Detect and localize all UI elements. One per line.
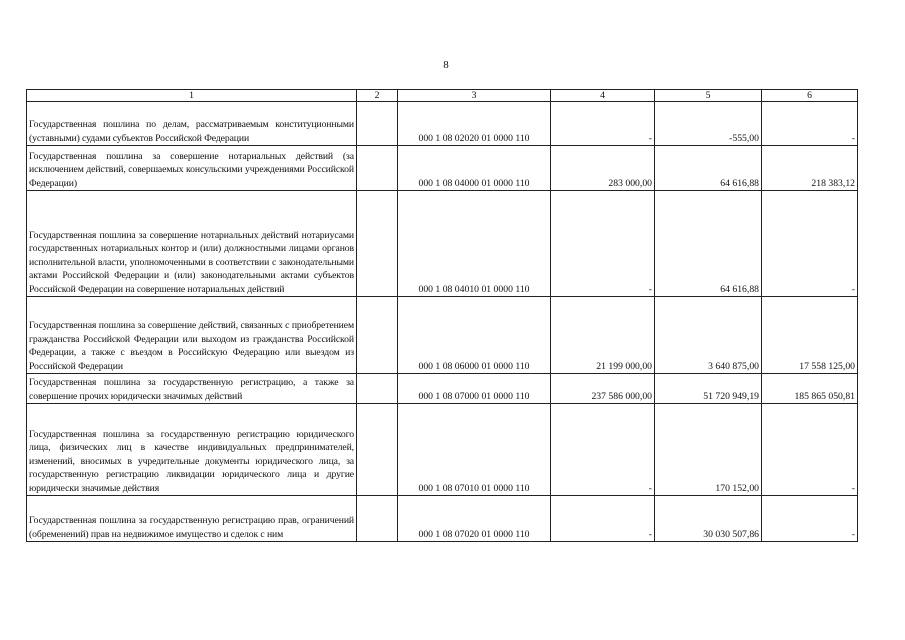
row-remaining: -	[762, 102, 858, 146]
row-col2	[357, 297, 398, 374]
row-col2	[357, 374, 398, 404]
column-header: 1	[27, 90, 357, 102]
row-remaining: -	[762, 191, 858, 297]
column-header: 6	[762, 90, 858, 102]
table-row	[27, 146, 858, 191]
row-name: Государственная пошлина за государственную регистрацию прав, ограничений (обременений) прав на недвижимое имущество и сделок с ним	[27, 496, 357, 542]
row-executed: 3 640 875,00	[655, 297, 762, 374]
column-header: 2	[357, 90, 398, 102]
table-row	[27, 374, 858, 404]
table-row	[27, 496, 858, 542]
row-col2	[357, 102, 398, 146]
row-plan: -	[551, 496, 655, 542]
row-code: 000 1 08 04010 01 0000 110	[398, 191, 551, 297]
row-name: Государственная пошлина по делам, рассматриваемым конституционными (уставными) судами субъектов Российской Федерации	[27, 102, 357, 146]
row-plan: 283 000,00	[551, 146, 655, 191]
row-remaining: 185 865 050,81	[762, 374, 858, 404]
row-plan: 237 586 000,00	[551, 374, 655, 404]
row-name: Государственная пошлина за государственную регистрацию юридического лица, физических лиц в качестве индивидуальных предпринимателей, изменений, вносимых в учредительные документы юридического лица, за государственную регистрацию ликвидации юридического лица и другие юридически значимые действия	[27, 404, 357, 496]
row-col2	[357, 146, 398, 191]
row-plan: -	[551, 191, 655, 297]
row-col2	[357, 496, 398, 542]
revenue-table	[26, 89, 858, 542]
row-remaining: 218 383,12	[762, 146, 858, 191]
row-code: 000 1 08 06000 01 0000 110	[398, 297, 551, 374]
row-name: Государственная пошлина за совершение действий, связанных с приобретением гражданства Российской Федерации или выходом из гражданства Российской Федерации, а также с въездом в Российскую Федерацию или выездом из Российской Федерации	[27, 297, 357, 374]
row-name: Государственная пошлина за государственную регистрацию, а также за совершение прочих юридически значимых действий	[27, 374, 357, 404]
row-plan: 21 199 000,00	[551, 297, 655, 374]
row-executed: 170 152,00	[655, 404, 762, 496]
table-row	[27, 297, 858, 374]
row-name: Государственная пошлина за совершение нотариальных действий (за исключением действий, совершаемых консульскими учреждениями Российской Федерации)	[27, 146, 357, 191]
column-header: 4	[551, 90, 655, 102]
table-header-row	[27, 90, 858, 102]
row-executed: 64 616,88	[655, 146, 762, 191]
column-header: 3	[398, 90, 551, 102]
row-name: Государственная пошлина за совершение нотариальных действий нотариусами государственных нотариальных контор и (или) должностными лицами органов исполнительной власти, уполномоченными в соответствии с законодательными актами Российской Федерации и (или) законодательными актами субъектов Российской Федерации на совершение нотариальных действий	[27, 191, 357, 297]
row-code: 000 1 08 04000 01 0000 110	[398, 146, 551, 191]
row-code: 000 1 08 02020 01 0000 110	[398, 102, 551, 146]
row-executed: 51 720 949,19	[655, 374, 762, 404]
page-number: 8	[443, 59, 449, 71]
row-code: 000 1 08 07010 01 0000 110	[398, 404, 551, 496]
column-header: 5	[655, 90, 762, 102]
table-row	[27, 404, 858, 496]
row-executed: 64 616,88	[655, 191, 762, 297]
row-code: 000 1 08 07000 01 0000 110	[398, 374, 551, 404]
row-remaining: -	[762, 404, 858, 496]
row-col2	[357, 191, 398, 297]
row-remaining: 17 558 125,00	[762, 297, 858, 374]
table-row	[27, 191, 858, 297]
table-row	[27, 102, 858, 146]
row-executed: -555,00	[655, 102, 762, 146]
row-remaining: -	[762, 496, 858, 542]
row-plan: -	[551, 404, 655, 496]
row-col2	[357, 404, 398, 496]
row-executed: 30 030 507,86	[655, 496, 762, 542]
row-plan: -	[551, 102, 655, 146]
row-code: 000 1 08 07020 01 0000 110	[398, 496, 551, 542]
